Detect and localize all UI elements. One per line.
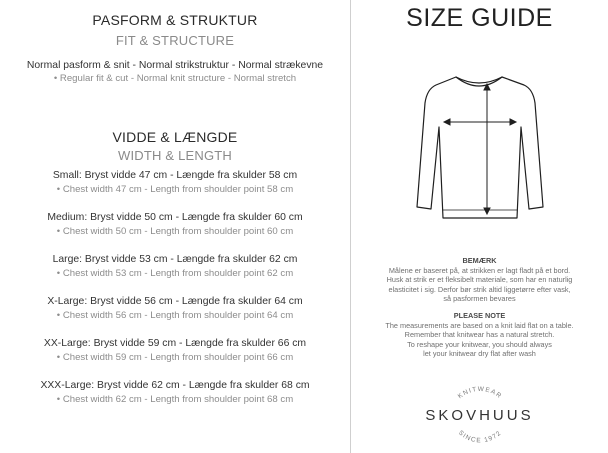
size-row-en: • Chest width 59 cm - Length from shoulder point 66 cm [56, 352, 294, 363]
size-measure-da: : Bryst vidde 56 cm - Længde fra skulder 64 cm [84, 296, 303, 307]
size-name: XX-Large [43, 338, 88, 349]
size-row-en: • Chest width 47 cm - Length from shoulder point 58 cm [56, 184, 294, 195]
fit-title-da: PASFORM & STRUKTUR [92, 12, 258, 28]
size-measure-da: : Bryst vidde 62 cm - Længde fra skulder 68 cm [91, 380, 310, 391]
size-row-en: • Chest width 62 cm - Length from shoulder point 68 cm [56, 394, 294, 405]
size-row-en: • Chest width 56 cm - Length from shoulder point 64 cm [56, 310, 294, 321]
note-en-line: let your knitwear dry flat after wash [423, 349, 536, 359]
brand-arc-top: KNITWEAR [456, 385, 504, 401]
note-da-line: så pasformen bevares [443, 294, 516, 304]
size-name: Large [52, 254, 80, 265]
note-da-line: Målene er baseret på, at strikken er lagt fladt på et bord. [388, 265, 571, 275]
size-name: Small [52, 170, 79, 181]
size-row-da [0, 338, 350, 349]
fit-line-en: • Regular fit & cut - Normal knit structure - Normal stretch [53, 73, 297, 84]
brand-name: SKOVHUUS [425, 407, 534, 424]
note-da [351, 256, 608, 304]
size-name: XXX-Large [40, 380, 92, 391]
sweater-diagram [351, 55, 608, 255]
size-measure-da: : Bryst vidde 47 cm - Længde fra skulder 58 cm [78, 170, 298, 181]
brand-arc-bottom: SINCE 1972 [456, 429, 504, 445]
size-row-en: • Chest width 50 cm - Length from shoulder point 60 cm [56, 226, 294, 237]
size-row-da [0, 212, 350, 223]
note-da-line: elasticitet i sig. Derfor bør strik altid liggetørre efter vask, [388, 284, 571, 294]
fit-title-en: FIT & STRUCTURE [115, 33, 235, 48]
size-measure-da: : Bryst vidde 50 cm - Længde fra skulder 60 cm [84, 212, 303, 223]
note-en-line: To reshape your knitwear, you should always [407, 339, 552, 349]
note-en-line: The measurements are based on a knit laid flat on a table. [385, 320, 574, 330]
sweater-collar [456, 77, 502, 86]
size-guide-title: SIZE GUIDE [406, 4, 553, 32]
sweater-outline [417, 77, 543, 218]
fit-line-da: Normal pasform & snit - Normal strikstruktur - Normal strækevne [26, 60, 324, 71]
note-da-line: Husk at strik er et fleksibelt materiale, som har en naturlig [386, 275, 573, 285]
right-panel [351, 0, 608, 453]
size-row-da [0, 170, 350, 181]
size-row-en: • Chest width 53 cm - Length from shoulder point 62 cm [56, 268, 294, 279]
note-en-line: Remember that knitwear has a natural stretch. [404, 330, 555, 340]
size-measure-da: : Bryst vidde 59 cm - Længde fra skulder 66 cm [87, 338, 307, 349]
size-row-da [0, 296, 350, 307]
size-name: X-Large [47, 296, 85, 307]
size-row-da [0, 380, 350, 391]
width-length-title-da: VIDDE & LÆNGDE [112, 129, 238, 145]
size-measure-da: : Bryst vidde 53 cm - Længde fra skulder 62 cm [79, 254, 298, 265]
note-en [351, 311, 608, 359]
size-row-da [0, 254, 350, 265]
width-length-title-en: WIDTH & LENGTH [117, 148, 233, 163]
note-en-title: PLEASE NOTE [453, 311, 506, 320]
size-name: Medium [47, 212, 85, 223]
note-da-title: BEMÆRK [462, 256, 497, 265]
